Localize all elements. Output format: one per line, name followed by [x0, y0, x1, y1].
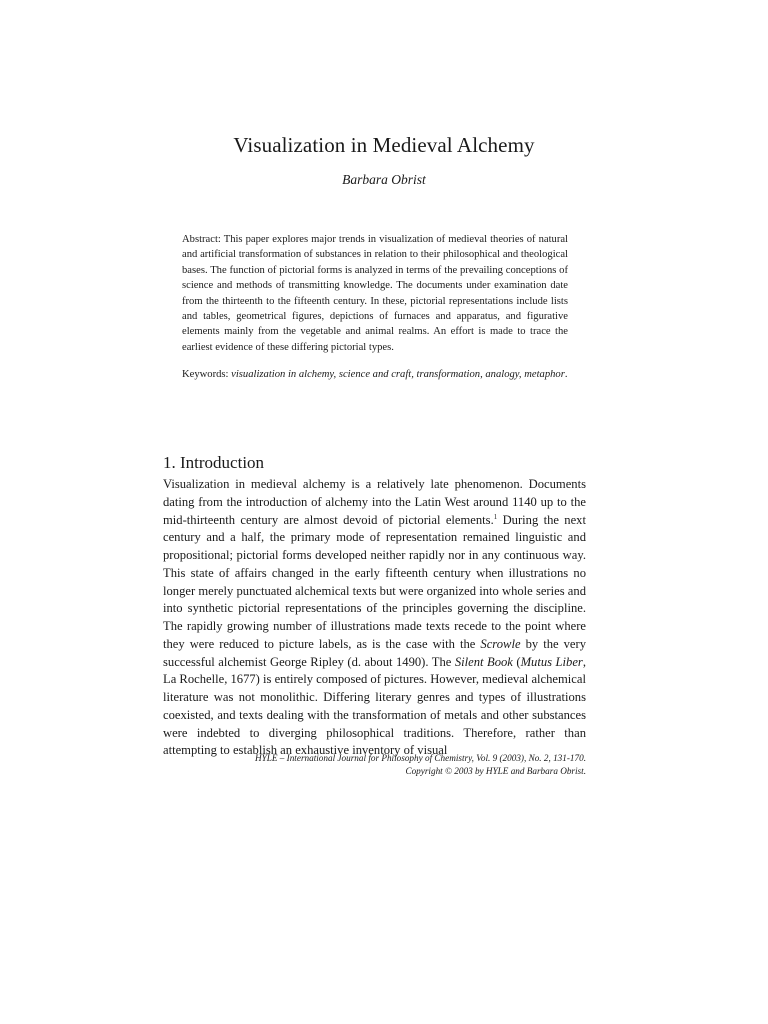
keywords-end: . [564, 369, 568, 380]
introduction-paragraph [163, 476, 586, 760]
paragraph-part: by the very successful alchemist George Ripley (d. about 1490). The [163, 636, 586, 669]
keywords [182, 367, 568, 382]
paragraph-part: During the next century and a half, the primary mode of representation remained linguistic and propositional; pictorial forms developed neither rapidly nor in any continuous way. This state of affairs changed in the early fifteenth century when illustrations no longer merely punctuated alchemical texts but were organized into whole series and into synthetic pictorial representations of the principles governing the discipline. The rapidly growing number of illustrations made texts recede to the point where they were reduced to picture labels, as is the case with the [163, 512, 586, 651]
keywords-label: Keywords: [182, 369, 229, 380]
abstract-text: This paper explores major trends in visualization of medieval theories of natural and artificial transformation of substances in relation to their philosophical and theological bases. The function of pictorial forms is analyzed in terms of the prevailing conceptions of science and methods of transmitting knowledge. The documents under examination date from the thirteenth to the fifteenth century. In these, pictorial representations include lists and tables, geometrical figures, depictions of furnaces and apparatus, and figurative elements mainly from the vegetable and animal realms. An effort is made to trace the earliest evidence of these differing pictorial types. [182, 234, 568, 353]
work-title-scrowle: Scrowle [480, 636, 521, 651]
abstract [182, 232, 568, 355]
work-title-silent-book: Silent Book [454, 654, 513, 669]
footnote-mark[interactable]: 1 [493, 512, 498, 521]
keywords-text: visualization in alchemy, science and craft, transformation, analogy, metaphor [231, 369, 565, 380]
paragraph-part: , La Rochelle, 1677) is entirely composed of pictures. However, medieval alchemical literature was not monolithic. Differing literary genres and types of illustrations coexisted, and texts dealing with the transformation of metals and other substances were indebted to diverging philosophical traditions. Therefore, rather than attempting to establish an exhaustive inventory of visual [163, 654, 586, 758]
footer-journal-line: HYLE – International Journal for Philosophy of Chemistry, Vol. 9 (2003), No. 2, 131-170. [255, 753, 586, 763]
section-heading: 1. Introduction [163, 453, 265, 472]
footer-copyright-line: Copyright © 2003 by HYLE and Barbara Obrist. [405, 765, 586, 776]
paragraph-part: ( [512, 654, 521, 669]
work-title-mutus-liber: Mutus Liber [520, 654, 583, 669]
page-footer [163, 752, 586, 777]
author-name: Barbara Obrist [342, 172, 426, 187]
abstract-label: Abstract: [182, 234, 221, 245]
paragraph-part: Visualization in medieval alchemy is a relatively late phenomenon. Documents dating from the introduction of alchemy into the Latin West around 1140 up to the mid-thirteenth century are almost devoid of pictorial elements. [163, 477, 586, 527]
paper-title: Visualization in Medieval Alchemy [233, 133, 535, 157]
